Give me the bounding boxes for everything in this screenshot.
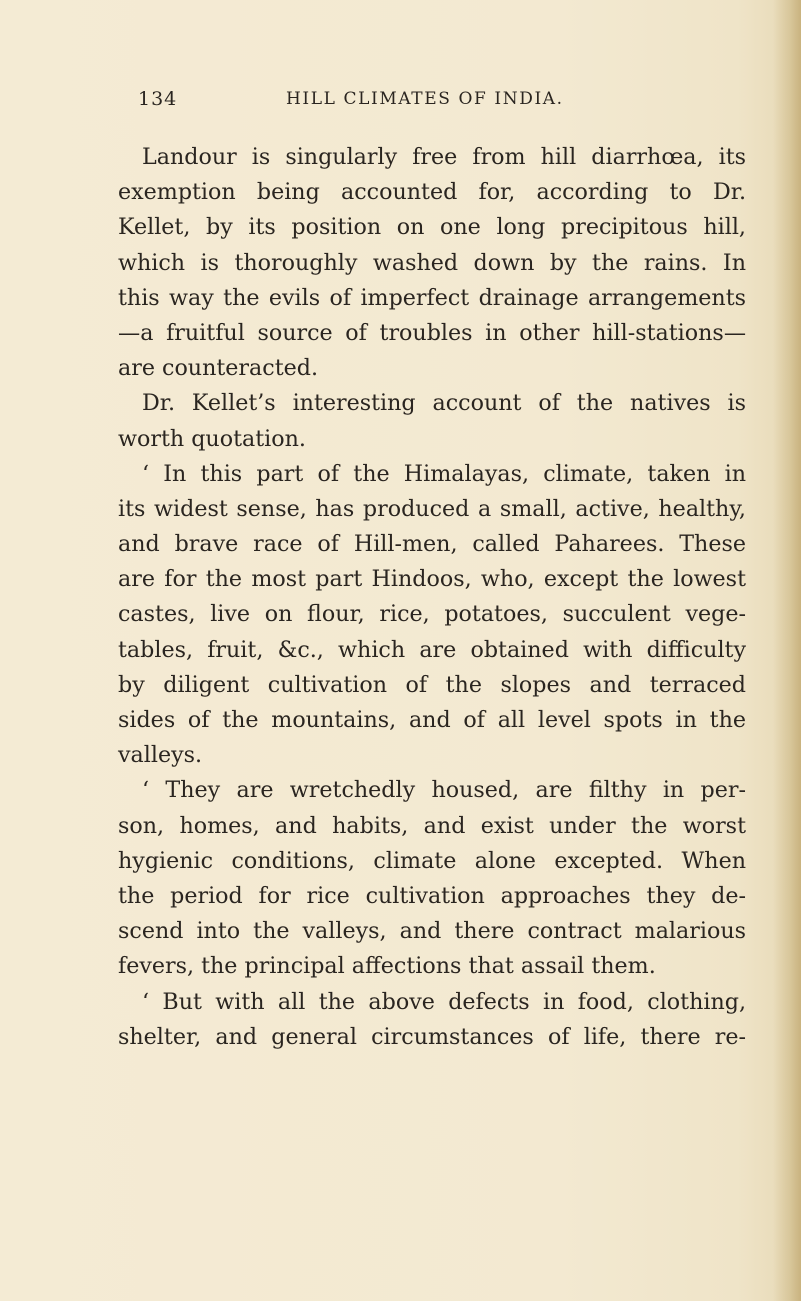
body-text (118, 140, 746, 1055)
text-line: shelter, and general circumstances of life, there re- (118, 1023, 746, 1050)
text-line: tables, fruit, &c., which are obtained with difficulty (118, 636, 746, 663)
text-line: son, homes, and habits, and exist under the worst (118, 812, 746, 839)
text-line: are for the most part Hindoos, who, except the lowest (118, 566, 746, 593)
text-line: Landour is singularly free from hill diarrhœa, its (142, 144, 746, 170)
text-line: its widest sense, has produced a small, active, healthy, (118, 495, 746, 522)
text-line: and brave race of Hill-men, called Paharees. These (118, 531, 746, 558)
text-line: ‘ They are wretchedly housed, are filthy in per- (142, 777, 746, 804)
text-line: worth quotation. (118, 425, 306, 452)
text-line: castes, live on flour, rice, potatoes, succulent vege- (118, 601, 746, 628)
page-number: 134 (138, 88, 178, 110)
running-head: HILL CLIMATES OF INDIA. (286, 89, 564, 109)
text-line: Kellet, by its position on one long precipitous hill, (118, 214, 746, 241)
page-edge-shadow (773, 0, 801, 1301)
text-line: ‘ But with all the above defects in food, clothing, (142, 988, 746, 1015)
text-line: exemption being accounted for, according to Dr. (118, 179, 746, 206)
text-line: —a fruitful source of troubles in other hill-stations— (118, 319, 746, 346)
text-line: sides of the mountains, and of all level spots in the (118, 707, 746, 733)
text-line: this way the evils of imperfect drainage arrangements (118, 284, 746, 311)
text-line: valleys. (118, 742, 203, 769)
text-line: fevers, the principal affections that assail them. (118, 953, 656, 980)
text-line: scend into the valleys, and there contract malarious (118, 918, 746, 945)
text-line: by diligent cultivation of the slopes and terraced (118, 671, 746, 698)
page-header (138, 88, 658, 118)
text-line: which is thoroughly washed down by the rains. In (118, 249, 746, 276)
text-line: the period for rice cultivation approaches they de- (118, 882, 746, 909)
text-line: Dr. Kellet’s interesting account of the natives is (142, 390, 746, 417)
text-line: are counteracted. (118, 355, 318, 382)
text-line: hygienic conditions, climate alone excepted. When (118, 847, 746, 874)
text-line: ‘ In this part of the Himalayas, climate, taken in (142, 460, 746, 487)
